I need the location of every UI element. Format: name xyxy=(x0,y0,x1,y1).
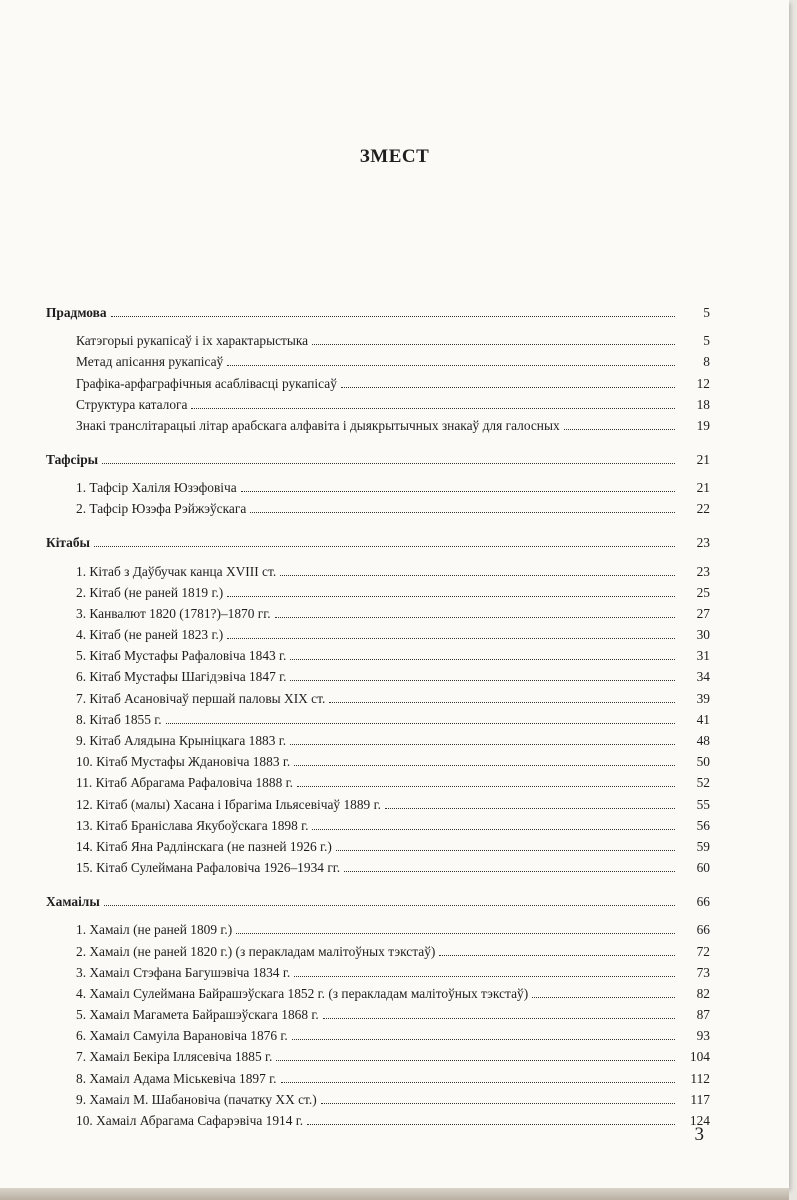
entry-page-number: 34 xyxy=(696,669,710,685)
entry-page-number: 48 xyxy=(696,733,710,748)
dot-leader xyxy=(191,407,675,409)
toc-entry xyxy=(46,813,710,834)
toc-entry xyxy=(46,622,710,643)
entry-page-number: 19 xyxy=(696,417,710,433)
entry-page-number: 41 xyxy=(696,711,710,727)
toc-entry xyxy=(46,664,710,685)
entry-page-number: 59 xyxy=(696,838,710,854)
entry-title: 6. Хамаіл Самуіла Варановіча 1876 г. xyxy=(76,1028,288,1044)
entry-title: Графіка-арфаграфічныя асаблівасці рукапісаў xyxy=(76,375,337,391)
entry-title: Метад апісання рукапісаў xyxy=(76,354,224,370)
toc-entry xyxy=(46,392,710,413)
section-page-number: 23 xyxy=(696,535,710,551)
toc-entry xyxy=(46,707,710,728)
dot-leader xyxy=(564,428,675,430)
dot-leader xyxy=(280,574,675,576)
page-title: ЗМЕСТ xyxy=(359,146,430,167)
toc-entry xyxy=(46,917,710,938)
entry-page-number: 66 xyxy=(696,922,710,938)
toc-entry xyxy=(46,643,710,664)
toc-entry xyxy=(46,370,710,391)
table-of-contents xyxy=(46,299,710,1129)
dot-leader xyxy=(275,616,675,618)
toc-entry xyxy=(46,855,710,876)
entry-title: 4. Кітаб (не раней 1823 г.) xyxy=(76,627,224,643)
toc-entry xyxy=(46,496,710,517)
toc-entry xyxy=(46,834,710,855)
entry-page-number: 93 xyxy=(696,1028,710,1044)
toc-entry xyxy=(46,413,710,434)
toc-entry xyxy=(46,1065,710,1086)
toc-section-heading xyxy=(46,446,710,468)
toc-entry xyxy=(46,938,710,959)
dot-leader xyxy=(439,954,675,956)
entry-title: 8. Хамаіл Адама Міськевіча 1897 г. xyxy=(76,1070,277,1086)
entry-title: 2. Тафсір Юзэфа Рэйжэўскага xyxy=(76,501,247,517)
entry-title: 9. Хамаіл М. Шабановіча (пачатку XX ст.) xyxy=(76,1091,317,1107)
dot-leader xyxy=(290,743,675,745)
entry-page-number: 112 xyxy=(690,1070,710,1086)
toc-entry xyxy=(46,770,710,791)
dot-leader xyxy=(94,545,675,547)
dot-leader xyxy=(312,343,675,345)
dot-leader xyxy=(336,849,675,851)
entry-page-number: 30 xyxy=(696,627,710,643)
entry-page-number: 8 xyxy=(703,354,710,370)
entry-page-number: 25 xyxy=(696,584,710,600)
dot-leader xyxy=(227,637,675,639)
entry-page-number: 87 xyxy=(696,1007,710,1023)
toc-section-heading xyxy=(46,299,710,321)
dot-leader xyxy=(111,315,675,317)
dot-leader xyxy=(102,462,675,464)
toc-entry xyxy=(46,960,710,981)
entry-title: 11. Кітаб Абрагама Рафаловіча 1888 г. xyxy=(76,775,293,791)
entry-title: 7. Кітаб Асановічаў першай паловы XIX ст. xyxy=(76,690,326,706)
dot-leader xyxy=(227,364,675,366)
entry-title: 10. Хамаіл Абрагама Сафарэвіча 1914 г. xyxy=(76,1113,304,1128)
toc-entry xyxy=(46,349,710,370)
entry-page-number: 18 xyxy=(696,396,710,412)
dot-leader xyxy=(227,595,675,597)
toc-entry xyxy=(46,1044,710,1065)
entry-title: 2. Кітаб (не раней 1819 г.) xyxy=(76,584,224,600)
entry-title: 14. Кітаб Яна Радлінскага (не пазней 1926 г.) xyxy=(76,838,332,854)
section-page-number: 21 xyxy=(696,451,710,467)
entry-page-number: 56 xyxy=(696,817,710,833)
dot-leader xyxy=(341,386,675,388)
dot-leader xyxy=(250,511,675,513)
entry-page-number: 31 xyxy=(696,648,710,664)
entry-title: 7. Хамаіл Бекіра Ілляcевіча 1885 г. xyxy=(76,1049,273,1065)
dot-leader xyxy=(321,1102,675,1104)
entry-page-number: 21 xyxy=(696,480,710,496)
dot-leader xyxy=(290,658,675,660)
entry-page-number: 55 xyxy=(696,796,710,812)
toc-entry xyxy=(46,1002,710,1023)
entry-title: 13. Кітаб Браніслава Якубоўскага 1898 г. xyxy=(76,817,309,833)
section-title: Кітабы xyxy=(46,535,91,551)
toc-entry xyxy=(46,328,710,349)
entry-page-number: 73 xyxy=(696,964,710,980)
dot-leader xyxy=(292,1038,675,1040)
dot-leader xyxy=(385,807,675,809)
dot-leader xyxy=(329,701,675,703)
toc-entry xyxy=(46,580,710,601)
dot-leader xyxy=(276,1059,675,1061)
dot-leader xyxy=(307,1123,675,1125)
toc-entry xyxy=(46,1108,710,1129)
toc-entry xyxy=(46,475,710,496)
entry-title: 15. Кітаб Сулеймана Рафаловіча 1926–1934 гг. xyxy=(76,860,341,876)
toc-entry xyxy=(46,728,710,749)
toc-entry xyxy=(46,685,710,706)
entry-title: 2. Хамаіл (не раней 1820 г.) (з перакладам малітоўных тэкстаў) xyxy=(76,943,436,959)
dot-leader xyxy=(281,1081,676,1083)
dot-leader xyxy=(236,932,675,934)
entry-title: 12. Кітаб (малы) Хасана і Ібрагіма Ільясевічаў 1889 г. xyxy=(76,796,381,812)
entry-page-number: 23 xyxy=(696,563,710,579)
entry-title: 1. Кітаб з Даўбучак канца XVIII ст. xyxy=(76,563,277,579)
entry-page-number: 60 xyxy=(696,860,710,876)
entry-title: Катэгорыі рукапісаў і іх характарыстыка xyxy=(76,333,309,349)
entry-title: 8. Кітаб 1855 г. xyxy=(76,711,162,727)
toc-section-heading xyxy=(46,888,710,910)
section-title: Прадмова xyxy=(46,305,107,320)
entry-page-number: 39 xyxy=(696,690,710,706)
entry-title: 10. Кітаб Мустафы Ждановіча 1883 г. xyxy=(76,754,291,770)
dot-leader xyxy=(532,996,675,998)
entry-page-number: 104 xyxy=(689,1049,710,1065)
entry-title: 3. Хамаіл Стэфана Багушэвіча 1834 г. xyxy=(76,964,291,980)
toc-entry xyxy=(46,791,710,812)
dot-leader xyxy=(297,785,675,787)
toc-entry xyxy=(46,749,710,770)
entry-title: 5. Кітаб Мустафы Рафаловіча 1843 г. xyxy=(76,648,287,664)
entry-page-number: 124 xyxy=(689,1113,710,1128)
section-page-number: 5 xyxy=(703,305,710,320)
entry-title: 4. Хамаіл Сулеймана Байрашэўскага 1852 г. (з перакладам малітоўных тэкстаў) xyxy=(76,985,529,1001)
section-title: Хамаілы xyxy=(46,894,100,910)
entry-page-number: 82 xyxy=(696,985,710,1001)
entry-title: 6. Кітаб Мустафы Шагідэвіча 1847 г. xyxy=(76,669,287,685)
page-number: 3 xyxy=(694,1124,704,1145)
entry-title: 9. Кітаб Алядына Крыніцкага 1883 г. xyxy=(76,733,287,748)
entry-page-number: 52 xyxy=(696,775,710,791)
dot-leader xyxy=(344,870,675,872)
entry-title: 3. Канвалют 1820 (1781?)–1870 гг. xyxy=(76,605,271,621)
dot-leader xyxy=(323,1017,675,1019)
entry-page-number: 117 xyxy=(690,1091,710,1107)
section-page-number: 66 xyxy=(696,894,710,910)
dot-leader xyxy=(241,490,675,492)
toc-entry xyxy=(46,981,710,1002)
toc-entry xyxy=(46,1023,710,1044)
entry-title: Знакі транслітарацыі літар арабскага алфавіта і дыякрытычных знакаў для галосных xyxy=(76,417,560,433)
entry-page-number: 22 xyxy=(696,501,710,517)
entry-title: 5. Хамаіл Магамета Байрашэўскага 1868 г. xyxy=(76,1007,319,1023)
entry-page-number: 12 xyxy=(696,375,710,391)
toc-section-heading xyxy=(46,529,710,551)
dot-leader xyxy=(312,828,675,830)
entry-page-number: 5 xyxy=(703,333,710,349)
toc-entry xyxy=(46,1087,710,1108)
toc-entry xyxy=(46,558,710,579)
dot-leader xyxy=(294,764,675,766)
entry-page-number: 27 xyxy=(696,605,710,621)
section-title: Тафсіры xyxy=(46,451,99,467)
entry-title: Структура каталога xyxy=(76,396,188,412)
dot-leader xyxy=(104,904,675,906)
toc-entry xyxy=(46,601,710,622)
entry-title: 1. Тафсір Халіля Юзэфовіча xyxy=(76,480,237,496)
entry-title: 1. Хамаіл (не раней 1809 г.) xyxy=(76,922,233,938)
entry-page-number: 50 xyxy=(696,754,710,770)
dot-leader xyxy=(294,975,675,977)
entry-page-number: 72 xyxy=(696,943,710,959)
dot-leader xyxy=(290,679,675,681)
dot-leader xyxy=(166,722,675,724)
